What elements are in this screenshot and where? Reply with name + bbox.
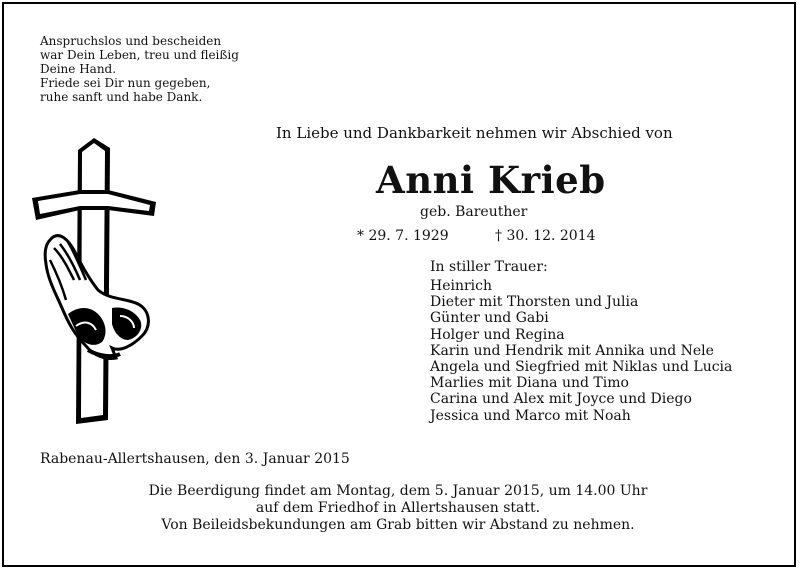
poem-line: ruhe sanft und habe Dank. (40, 90, 203, 104)
poem-line: Friede sei Dir nun gegeben, (40, 76, 211, 90)
place-date: Rabenau-Allertshausen, den 3. Januar 2015 (40, 451, 350, 467)
mourner-entry: Karin und Hendrik mit Annika und Nele (430, 342, 714, 359)
cross-icon (28, 130, 160, 430)
mourner-entry: Carina und Alex mit Joyce und Diego (430, 391, 692, 408)
death-date: † 30. 12. 2014 (495, 228, 596, 244)
poem-line: war Dein Leben, treu und fleißig (40, 48, 239, 62)
poem (40, 34, 239, 104)
mourner-entry: Dieter mit Thorsten und Julia (430, 294, 639, 311)
mourner-entry: Heinrich (430, 278, 493, 294)
funeral-line: auf dem Friedhof in Allertshausen statt. (255, 500, 541, 516)
mourning-title: In stiller Trauer: (430, 259, 548, 275)
mourner-entry: Günter und Gabi (430, 310, 549, 327)
mourner-entry: Holger und Regina (430, 326, 565, 343)
mourners-list (430, 278, 732, 424)
mourner-entry: Angela und Siegfried mit Niklas und Lucia (430, 359, 733, 376)
poem-line: Anspruchslos und bescheiden (40, 34, 222, 48)
birth-name: geb. Bareuther (420, 204, 528, 220)
intro-line: In Liebe und Dankbarkeit nehmen wir Abschied von (276, 124, 673, 142)
deceased-name: Anni Krieb (376, 158, 606, 202)
mourner-entry: Jessica und Marco mit Noah (430, 407, 631, 424)
funeral-notice (0, 483, 796, 534)
poem-line: Deine Hand. (40, 62, 117, 76)
life-dates (357, 228, 596, 244)
mourner-entry: Marlies mit Diana und Timo (430, 375, 629, 392)
funeral-line: Die Beerdigung findet am Montag, dem 5. Januar 2015, um 14.00 Uhr (148, 483, 648, 499)
funeral-line: Von Beileidsbekundungen am Grab bitten wir Abstand zu nehmen. (161, 517, 635, 533)
birth-date: * 29. 7. 1929 (357, 228, 449, 244)
